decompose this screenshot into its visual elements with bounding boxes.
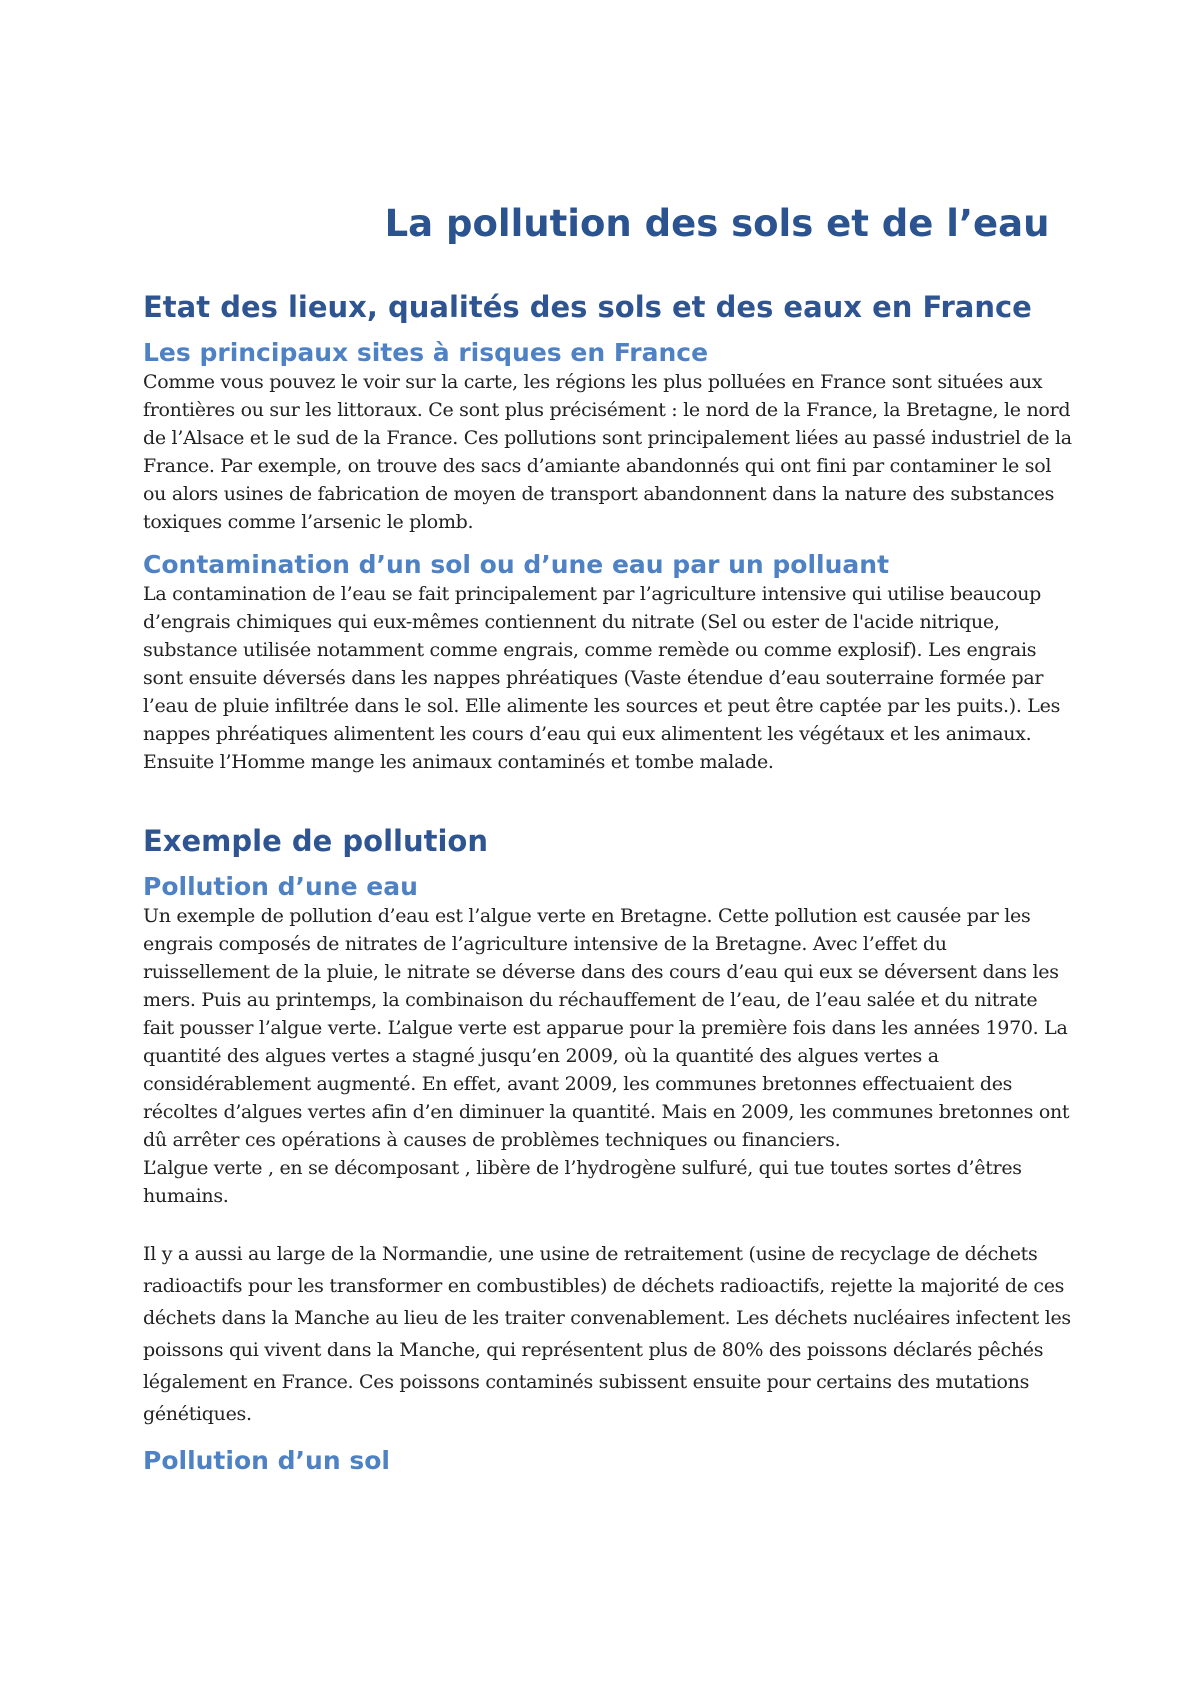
paragraph-normandie: Il y a aussi au large de la Normandie, une usine de retraitement (usine de recyclage de déchets radioactifs pour les transformer en combustibles) de déchets radioactifs, rejette la majorité de ces déchets dans la Manche au lieu de les traiter convenablement. Les déchets nucléaires infectent les poissons qui vivent dans la Manche, qui représentent plus de 80% des poissons déclarés pêchés légalement en France. Ces poissons contaminés subissent ensuite pour certains des mutations génétiques.	[143, 1243, 1071, 1425]
paragraph-contamination: La contamination de l’eau se fait principalement par l’agriculture intensive qui utilise beaucoup d’engrais chimiques qui eux-mêmes contiennent du nitrate (Sel ou ester de l'acide nitrique, substance utilisée notamment comme engrais, comme remède ou comme explosif). Les engrais sont ensuite déversés dans les nappes phréatiques (Vaste étendue d’eau souterraine formée par l’eau de pluie infiltrée dans le sol. Elle alimente les sources et peut être captée par les puits.). Les nappes phréatiques alimentent les cours d’eau qui eux alimentent les végétaux et les animaux. Ensuite l’Homme mange les animaux contaminés et tombe malade.	[143, 583, 1061, 773]
document-title: La pollution des sols et de l’eau	[384, 202, 1050, 245]
paragraph-algue-verte: Un exemple de pollution d’eau est l’algue verte en Bretagne. Cette pollution est causée par les engrais composés de nitrates de l’agriculture intensive de la Bretagne. Avec l’effet du ruissellement de la pluie, le nitrate se déverse dans des cours d’eau qui eux se déversent dans les mers. Puis au printemps, la combinaison du réchauffement de l’eau, de l’eau salée et du nitrate fait pousser l’algue verte. L’algue verte est apparue pour la première fois dans les années 1970. La quantité des algues vertes a stagné jusqu’en 2009, où la quantité des algues vertes a considérablement augmenté. En effet, avant 2009, les communes bretonnes effectuaient des récoltes d’algues vertes afin d’en diminuer la quantité. Mais en 2009, les communes bretonnes ont dû arrêter ces opérations à causes de problèmes techniques ou financiers.	[143, 905, 1070, 1151]
subsection-heading-sites-a-risques: Les principaux sites à risques en France	[143, 338, 709, 367]
section-heading-exemple-de-pollution: Exemple de pollution	[143, 824, 488, 858]
subsection-heading-pollution-sol: Pollution d’un sol	[143, 1446, 390, 1475]
subsection-heading-pollution-eau: Pollution d’une eau	[143, 872, 418, 901]
paragraph-sites-a-risques: Comme vous pouvez le voir sur la carte, les régions les plus polluées en France sont situées aux frontières ou sur les littoraux. Ce sont plus précisément : le nord de la France, la Bretagne, le nord de l’Alsace et le sud de la France. Ces pollutions sont principalement liées au passé industriel de la France. Par exemple, on trouve des sacs d’amiante abandonnés qui ont fini par contaminer le sol ou alors usines de fabrication de moyen de transport abandonnent dans la nature des substances toxiques comme l’arsenic le plomb.	[143, 371, 1072, 533]
paragraph-hydrogene-sulfure: L’algue verte , en se décomposant , libère de l’hydrogène sulfuré, qui tue toutes sortes d’êtres humains.	[143, 1157, 1022, 1207]
section-heading-etat-des-lieux: Etat des lieux, qualités des sols et des eaux en France	[143, 290, 1032, 324]
subsection-heading-contamination: Contamination d’un sol ou d’une eau par un polluant	[143, 550, 890, 579]
document-body	[143, 288, 1143, 1476]
